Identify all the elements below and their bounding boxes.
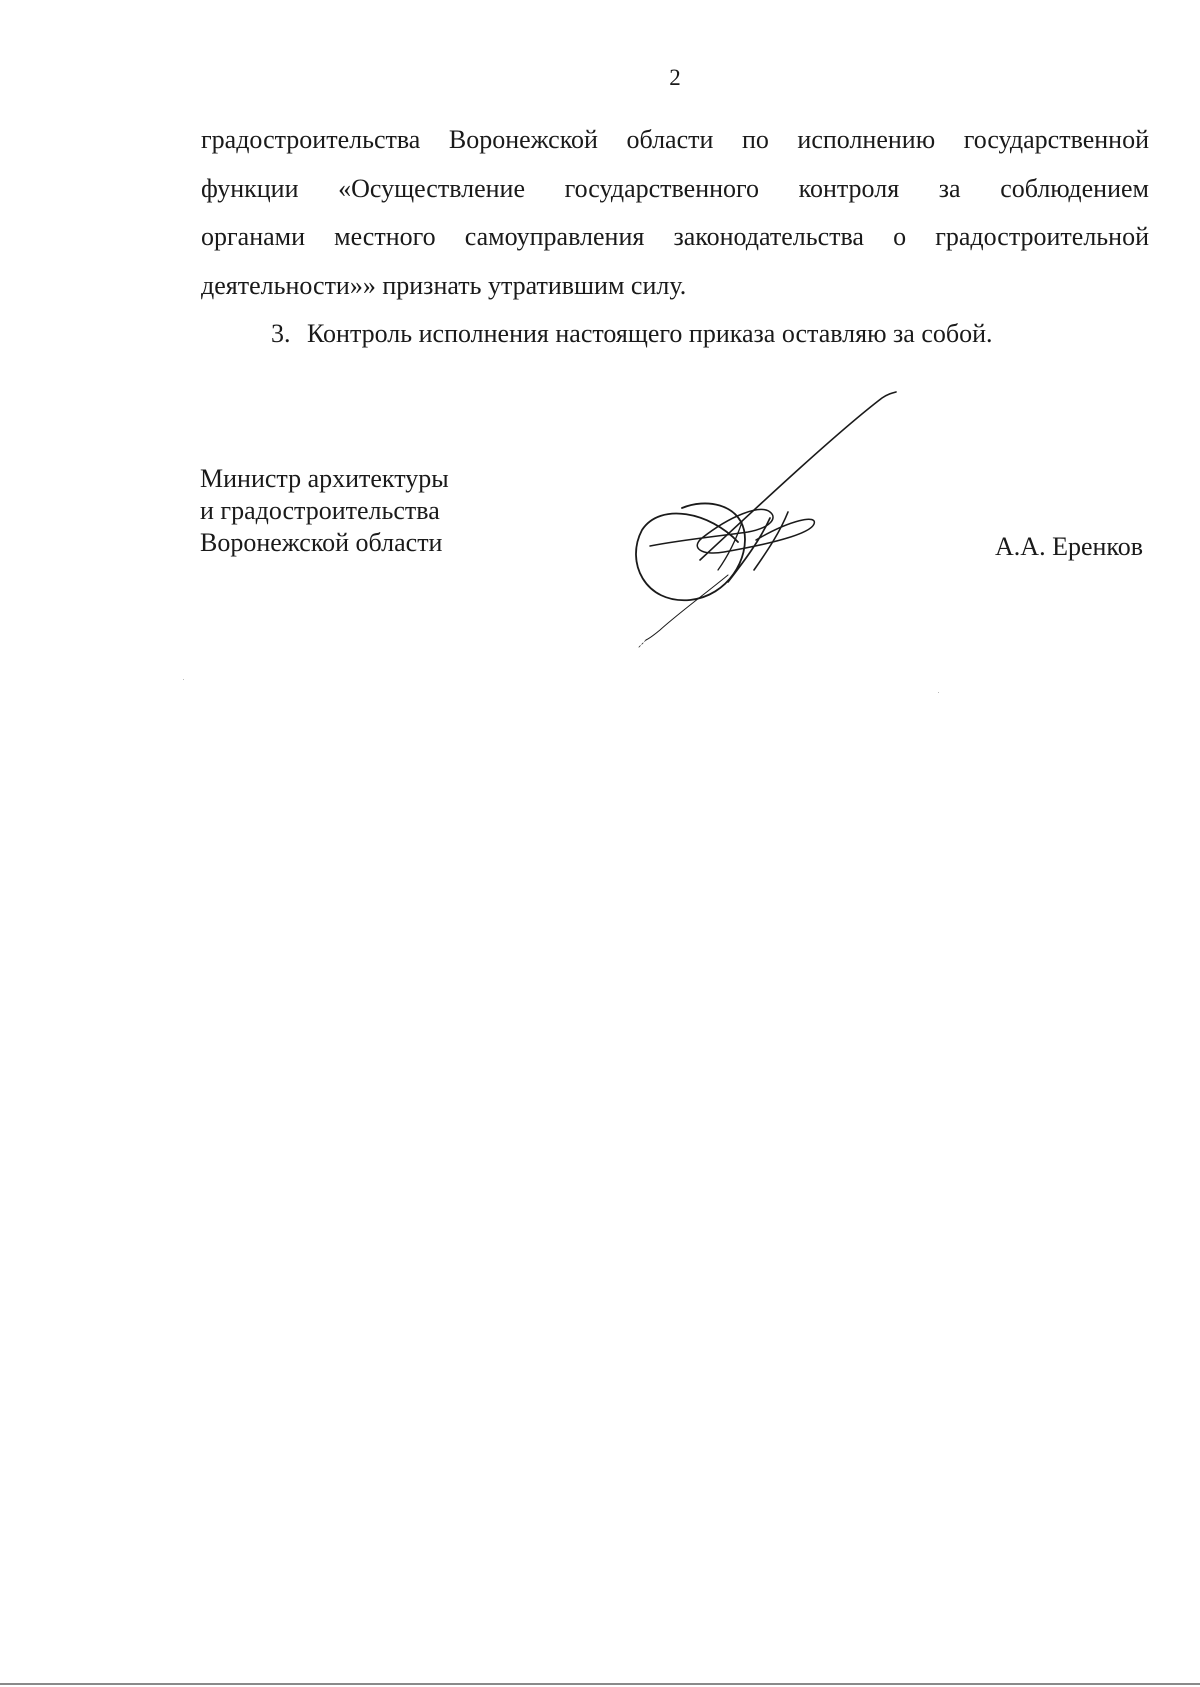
page-number: 2 [669,65,681,90]
signatory-name: А.А. Еренков [995,532,1143,561]
item-text: Контроль исполнения настоящего приказа оставляю за собой. [307,319,993,348]
paragraph-line: органами местного самоуправления законодательства о градостроительной [201,222,1149,251]
paragraph-continuation [201,116,1149,310]
page-bottom-edge [0,1683,1200,1685]
document-body [201,116,1149,356]
position-line: и градостроительства [200,496,440,525]
item-number: 3. [271,319,291,348]
paragraph-line: градостроительства Воронежской области по исполнению государственной [201,125,1149,154]
signatory-position [200,463,449,559]
scan-artifact [183,679,184,680]
handwritten-signature [620,390,970,650]
paragraph-line: функции «Осуществление государственного контроля за соблюдением [201,173,1149,203]
paragraph-line: деятельности»» признать утратившим силу. [201,270,687,300]
position-line: Воронежской области [200,528,443,557]
numbered-item-3 [201,312,1149,356]
scan-artifact [938,692,939,693]
position-line: Министр архитектуры [200,464,449,493]
